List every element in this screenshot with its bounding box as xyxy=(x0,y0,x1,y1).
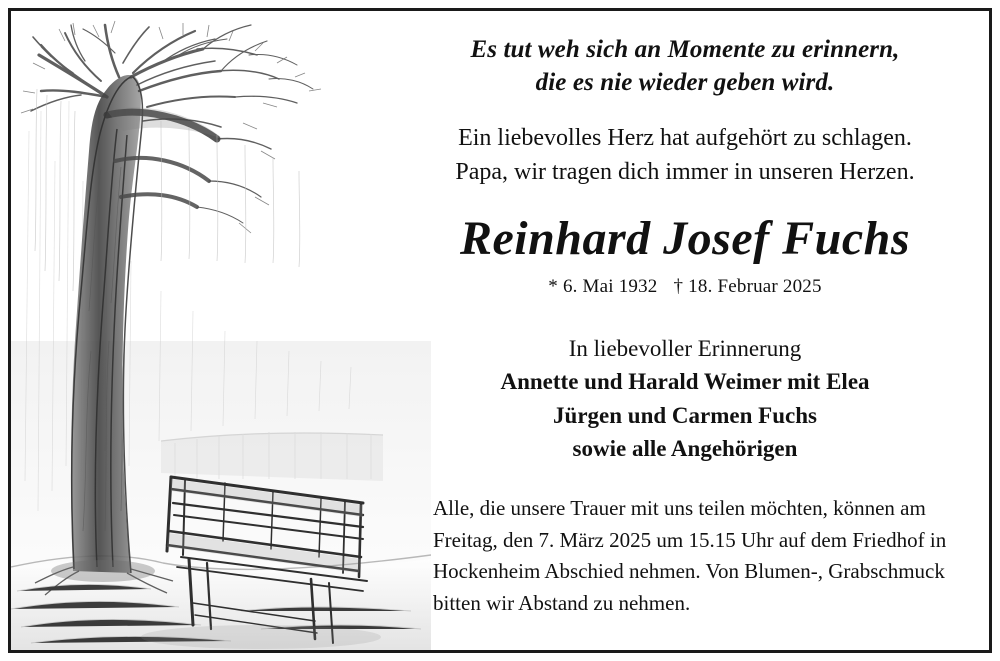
deceased-name: Reinhard Josef Fuchs xyxy=(459,212,911,266)
verse-block xyxy=(381,33,989,99)
intro-line-1: Ein liebevolles Herz hat aufgehört zu schlagen. xyxy=(458,125,912,151)
intro-block xyxy=(381,121,989,189)
memoriam-block xyxy=(381,332,989,465)
death-date: † 18. Februar 2025 xyxy=(673,275,822,297)
memoriam-lead: In liebevoller Erinnerung xyxy=(568,335,802,361)
verse-line-1: Es tut weh sich an Momente zu erinnern, xyxy=(470,36,900,63)
tree-sketch-illustration xyxy=(11,11,431,650)
intro-line-2: Papa, wir tragen dich immer in unseren Herzen. xyxy=(455,159,915,186)
page-content xyxy=(11,11,989,650)
family-line-1: Annette und Harald Weimer mit Elea xyxy=(500,369,870,395)
family-line-2: Jürgen und Carmen Fuchs xyxy=(553,402,817,428)
family-line-3: sowie alle Angehörigen xyxy=(572,435,798,461)
verse-line-2: die es nie wieder geben wird. xyxy=(535,69,835,96)
obituary-text-column xyxy=(381,11,989,650)
funeral-notice-text: Alle, die unsere Trauer mit uns teilen möchten, können am Freitag, den 7. März 2025 um 15.15 Uhr auf dem Friedhof in Hockenheim Abschied nehmen. Von Blumen-, Grabschmuck bitten wir Abstand zu nehmen. xyxy=(433,496,947,615)
life-dates xyxy=(381,276,989,298)
birth-date: * 6. Mai 1932 xyxy=(548,275,658,297)
funeral-notice xyxy=(381,493,989,619)
